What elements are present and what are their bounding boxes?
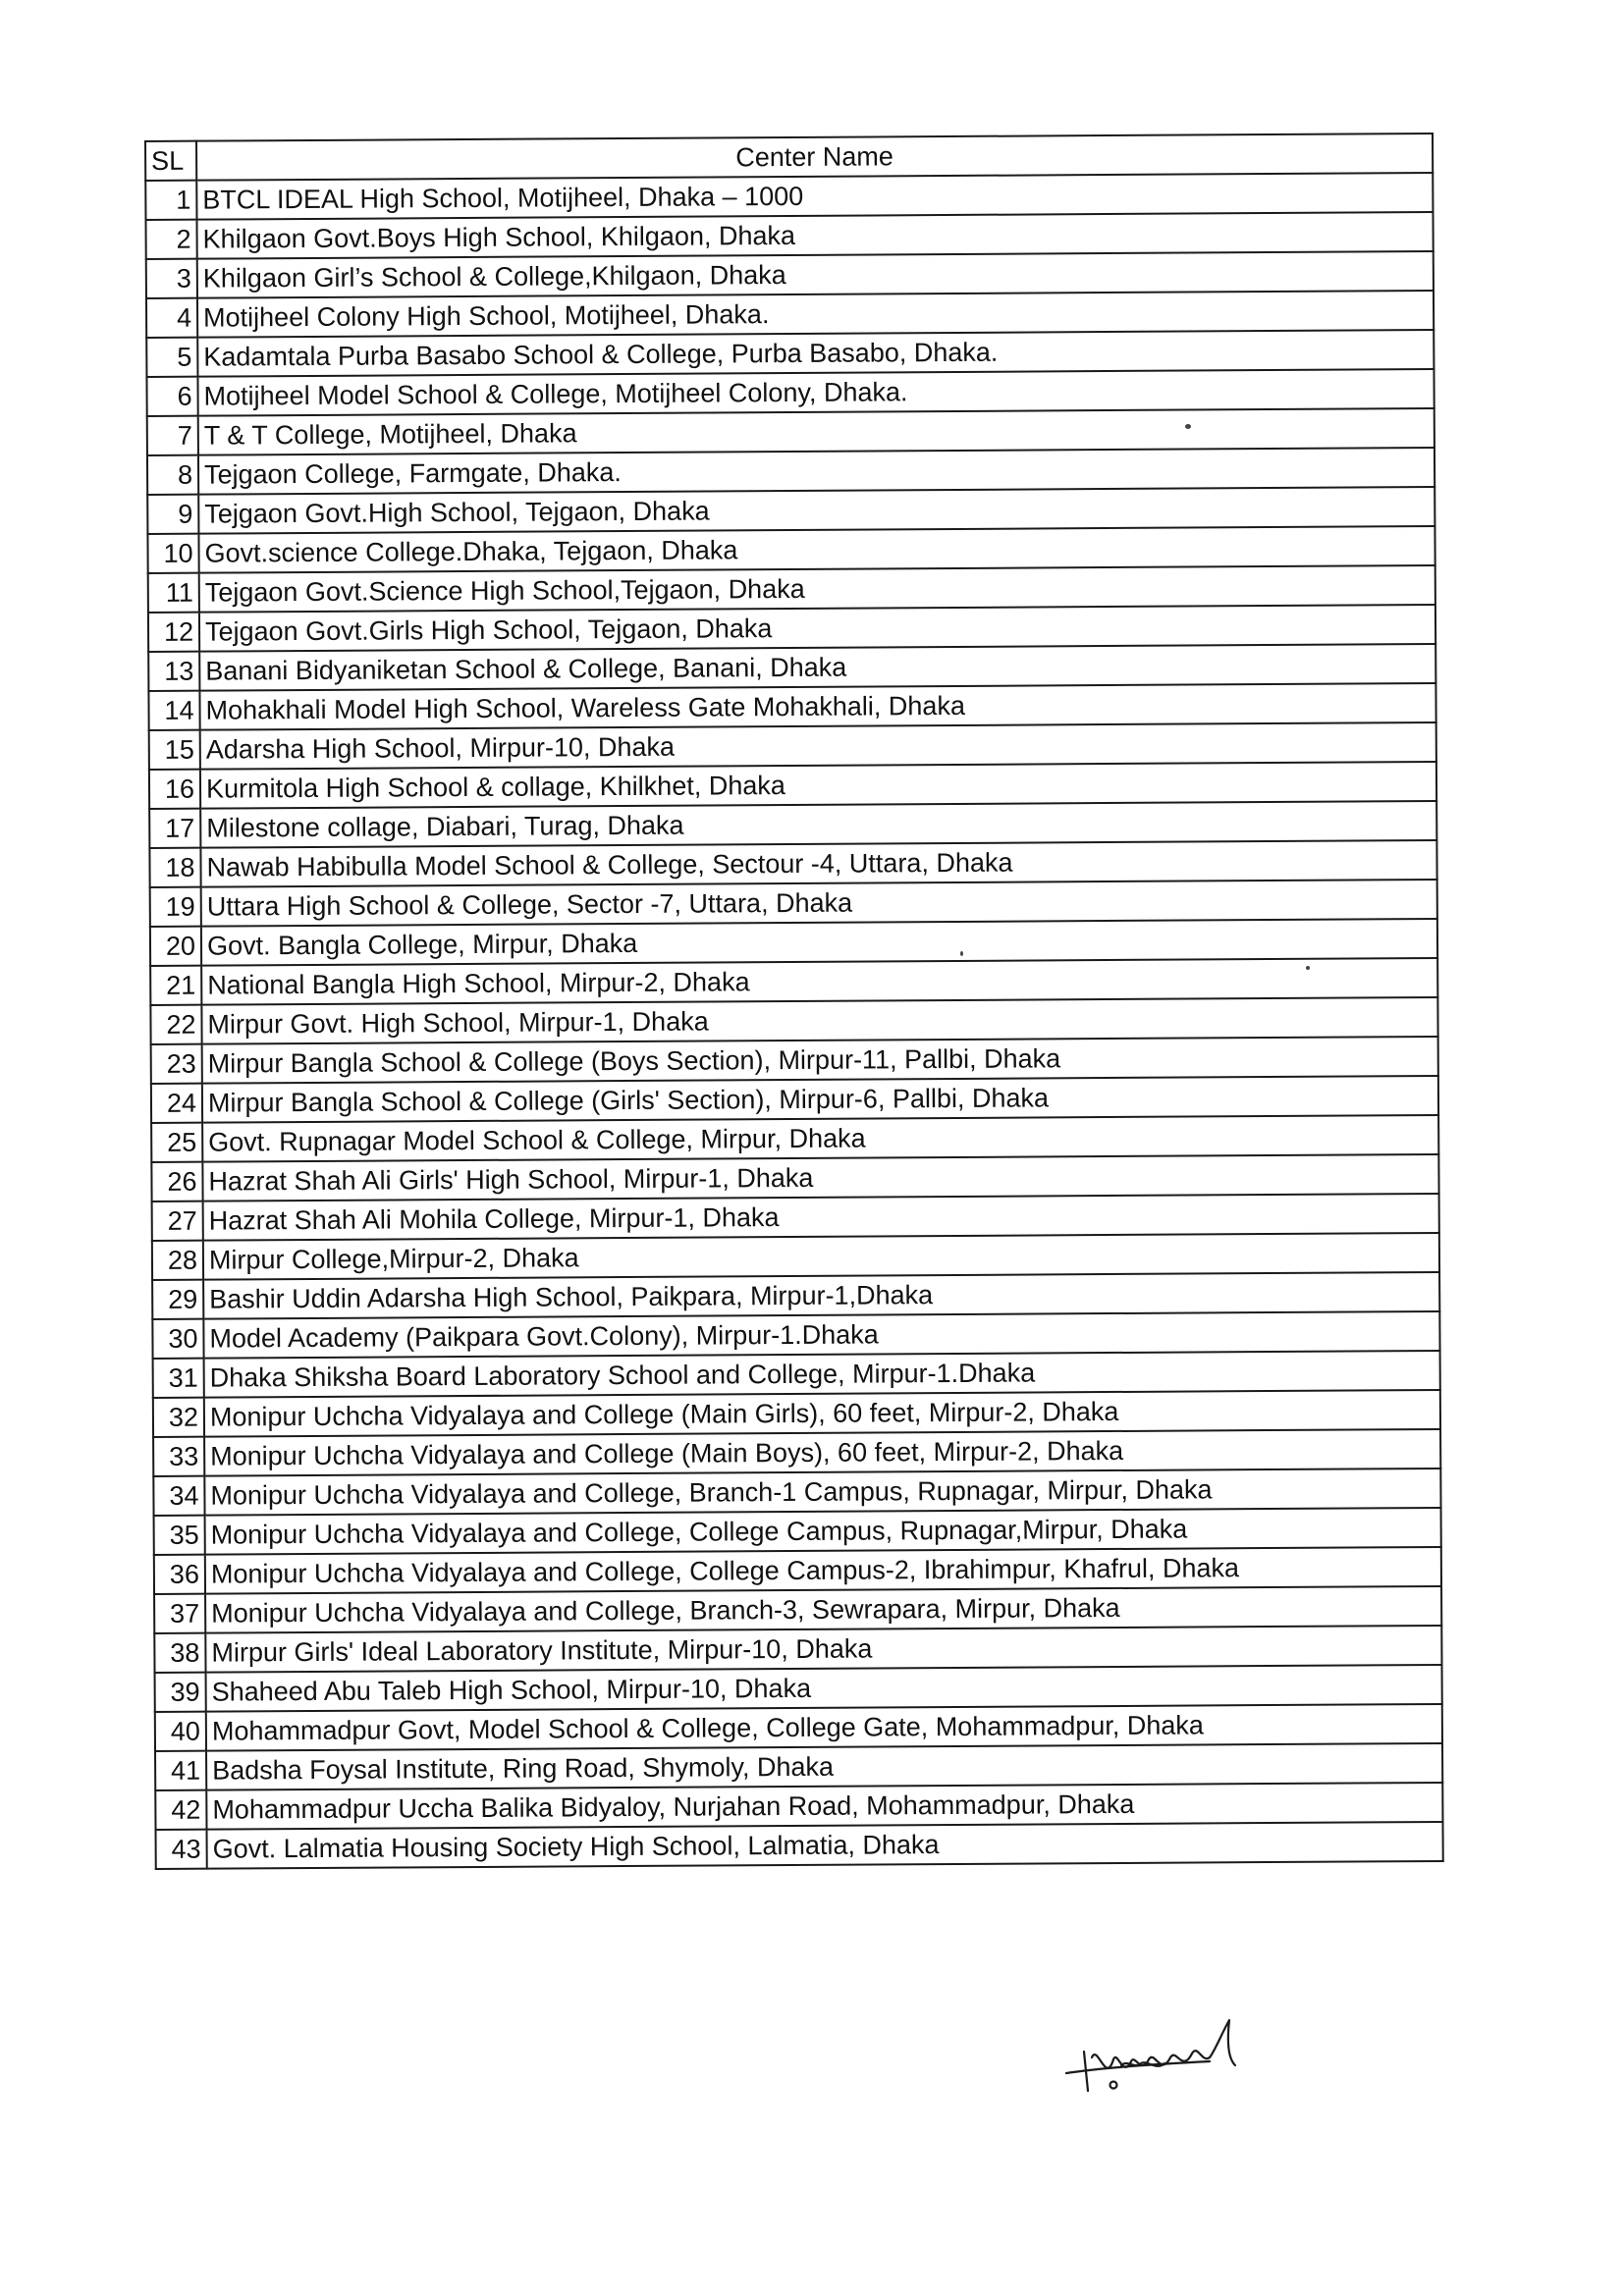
row-center-name: Govt. Bangla College, Mirpur, Dhaka xyxy=(201,919,1437,966)
row-center-name: National Bangla High School, Mirpur-2, Dhaka xyxy=(201,958,1437,1005)
row-center-name: Adarsha High School, Mirpur-10, Dhaka xyxy=(200,722,1436,770)
row-serial-number: 22 xyxy=(150,1005,201,1044)
row-center-name: Mirpur Govt. High School, Mirpur-1, Dhaka xyxy=(201,997,1437,1044)
row-center-name: Mohammadpur Uccha Balika Bidyaloy, Nurjahan Road, Mohammadpur, Dhaka xyxy=(206,1783,1442,1830)
row-serial-number: 21 xyxy=(150,966,201,1005)
center-list-sheet xyxy=(144,133,1444,1870)
row-center-name: Tejgaon Govt.Girls High School, Tejgaon, Dhaka xyxy=(199,605,1435,652)
row-center-name: Mirpur Bangla School & College (Boys Section), Mirpur-11, Pallbi, Dhaka xyxy=(202,1037,1438,1084)
row-serial-number: 40 xyxy=(155,1712,206,1751)
row-center-name: BTCL IDEAL High School, Motijheel, Dhaka – 1000 xyxy=(196,173,1433,220)
row-serial-number: 18 xyxy=(149,848,200,887)
row-serial-number: 17 xyxy=(149,809,200,848)
row-serial-number: 12 xyxy=(148,613,199,652)
row-serial-number: 41 xyxy=(155,1751,206,1790)
row-serial-number: 32 xyxy=(153,1398,204,1437)
center-table xyxy=(144,133,1444,1870)
row-serial-number: 4 xyxy=(146,298,197,338)
row-center-name: Govt. Lalmatia Housing Society High School, Lalmatia, Dhaka xyxy=(207,1822,1443,1869)
row-serial-number: 1 xyxy=(145,181,196,220)
row-serial-number: 6 xyxy=(146,377,197,416)
row-center-name: Mirpur Bangla School & College (Girls' Section), Mirpur-6, Pallbi, Dhaka xyxy=(202,1076,1438,1123)
row-serial-number: 9 xyxy=(147,495,198,534)
table-row xyxy=(156,1822,1443,1869)
row-serial-number: 43 xyxy=(156,1830,207,1869)
row-center-name: Tejgaon Govt.Science High School,Tejgaon, Dhaka xyxy=(199,565,1435,613)
row-serial-number: 14 xyxy=(148,691,199,730)
row-center-name: Badsha Foysal Institute, Ring Road, Shymoly, Dhaka xyxy=(206,1743,1442,1790)
center-name-column-header: Center Name xyxy=(196,133,1433,181)
row-center-name: Khilgaon Girl’s School & College,Khilgaon, Dhaka xyxy=(197,251,1434,298)
row-serial-number: 23 xyxy=(151,1044,202,1084)
row-center-name: Banani Bidyaniketan School & College, Banani, Dhaka xyxy=(199,644,1435,691)
row-serial-number: 13 xyxy=(148,652,199,691)
row-serial-number: 7 xyxy=(147,416,198,455)
row-center-name: Bashir Uddin Adarsha High School, Paikpara, Mirpur-1,Dhaka xyxy=(203,1272,1439,1319)
row-serial-number: 20 xyxy=(150,927,201,966)
row-serial-number: 2 xyxy=(145,220,196,259)
row-serial-number: 10 xyxy=(147,534,198,573)
row-center-name: Monipur Uchcha Vidyalaya and College, College Campus, Rupnagar,Mirpur, Dhaka xyxy=(205,1508,1441,1555)
row-serial-number: 31 xyxy=(153,1359,204,1398)
row-serial-number: 27 xyxy=(152,1201,203,1241)
row-center-name: Mohammadpur Govt, Model School & College, College Gate, Mohammadpur, Dhaka xyxy=(206,1704,1442,1751)
row-center-name: Monipur Uchcha Vidyalaya and College, College Campus-2, Ibrahimpur, Khafrul, Dhaka xyxy=(205,1547,1441,1594)
row-serial-number: 24 xyxy=(151,1084,202,1123)
row-center-name: Monipur Uchcha Vidyalaya and College, Branch-1 Campus, Rupnagar, Mirpur, Dhaka xyxy=(204,1468,1440,1516)
row-center-name: Kurmitola High School & collage, Khilkhet, Dhaka xyxy=(200,762,1436,809)
row-center-name: Monipur Uchcha Vidyalaya and College (Main Girls), 60 feet, Mirpur-2, Dhaka xyxy=(204,1390,1440,1437)
row-serial-number: 26 xyxy=(151,1162,202,1201)
row-serial-number: 19 xyxy=(150,887,201,927)
row-serial-number: 28 xyxy=(152,1241,203,1280)
signature-icon xyxy=(1062,2014,1259,2093)
table-body xyxy=(145,173,1442,1869)
row-center-name: Nawab Habibulla Model School & College, Sectour -4, Uttara, Dhaka xyxy=(200,840,1436,887)
row-serial-number: 37 xyxy=(154,1594,205,1633)
row-serial-number: 29 xyxy=(152,1280,203,1319)
row-center-name: Milestone collage, Diabari, Turag, Dhaka xyxy=(200,801,1436,848)
row-center-name: T & T College, Motijheel, Dhaka xyxy=(198,408,1435,455)
row-center-name: Hazrat Shah Ali Mohila College, Mirpur-1, Dhaka xyxy=(203,1194,1439,1241)
row-center-name: Uttara High School & College, Sector -7, Uttara, Dhaka xyxy=(201,880,1437,927)
row-center-name: Tejgaon Govt.High School, Tejgaon, Dhaka xyxy=(198,487,1435,534)
row-serial-number: 42 xyxy=(155,1790,206,1830)
scan-speck xyxy=(1185,424,1191,429)
row-center-name: Govt. Rupnagar Model School & College, Mirpur, Dhaka xyxy=(202,1115,1438,1162)
row-serial-number: 39 xyxy=(155,1673,206,1712)
row-center-name: Mirpur Girls' Ideal Laboratory Institute, Mirpur-10, Dhaka xyxy=(205,1626,1441,1673)
row-serial-number: 34 xyxy=(153,1476,204,1516)
row-serial-number: 15 xyxy=(149,730,200,770)
row-serial-number: 35 xyxy=(154,1516,205,1555)
row-center-name: Motijheel Model School & College, Motijheel Colony, Dhaka. xyxy=(197,369,1434,416)
row-center-name: Hazrat Shah Ali Girls' High School, Mirpur-1, Dhaka xyxy=(202,1154,1438,1201)
row-serial-number: 30 xyxy=(152,1319,203,1359)
row-serial-number: 25 xyxy=(151,1123,202,1162)
row-center-name: Monipur Uchcha Vidyalaya and College, Branch-3, Sewrapara, Mirpur, Dhaka xyxy=(205,1586,1441,1633)
sl-column-header: SL xyxy=(145,141,196,181)
row-serial-number: 5 xyxy=(146,338,197,377)
row-center-name: Govt.science College.Dhaka, Tejgaon, Dhaka xyxy=(198,526,1435,573)
row-center-name: Tejgaon College, Farmgate, Dhaka. xyxy=(198,448,1435,495)
row-serial-number: 38 xyxy=(154,1633,205,1673)
row-center-name: Mirpur College,Mirpur-2, Dhaka xyxy=(203,1233,1439,1280)
scan-speck xyxy=(960,951,963,956)
row-center-name: Model Academy (Paikpara Govt.Colony), Mirpur-1.Dhaka xyxy=(203,1311,1439,1359)
row-serial-number: 11 xyxy=(148,573,199,613)
row-center-name: Kadamtala Purba Basabo School & College, Purba Basabo, Dhaka. xyxy=(197,330,1434,377)
row-serial-number: 33 xyxy=(153,1437,204,1476)
row-center-name: Khilgaon Govt.Boys High School, Khilgaon, Dhaka xyxy=(196,212,1433,259)
scan-speck xyxy=(1306,966,1310,970)
row-center-name: Monipur Uchcha Vidyalaya and College (Main Boys), 60 feet, Mirpur-2, Dhaka xyxy=(204,1429,1440,1476)
row-serial-number: 3 xyxy=(146,259,197,298)
row-serial-number: 8 xyxy=(147,455,198,495)
row-center-name: Mohakhali Model High School, Wareless Gate Mohakhali, Dhaka xyxy=(199,683,1435,730)
row-center-name: Shaheed Abu Taleb High School, Mirpur-10, Dhaka xyxy=(206,1665,1442,1712)
row-serial-number: 16 xyxy=(149,770,200,809)
row-center-name: Dhaka Shiksha Board Laboratory School and College, Mirpur-1.Dhaka xyxy=(204,1351,1440,1398)
row-center-name: Motijheel Colony High School, Motijheel, Dhaka. xyxy=(197,291,1434,338)
row-serial-number: 36 xyxy=(154,1555,205,1594)
